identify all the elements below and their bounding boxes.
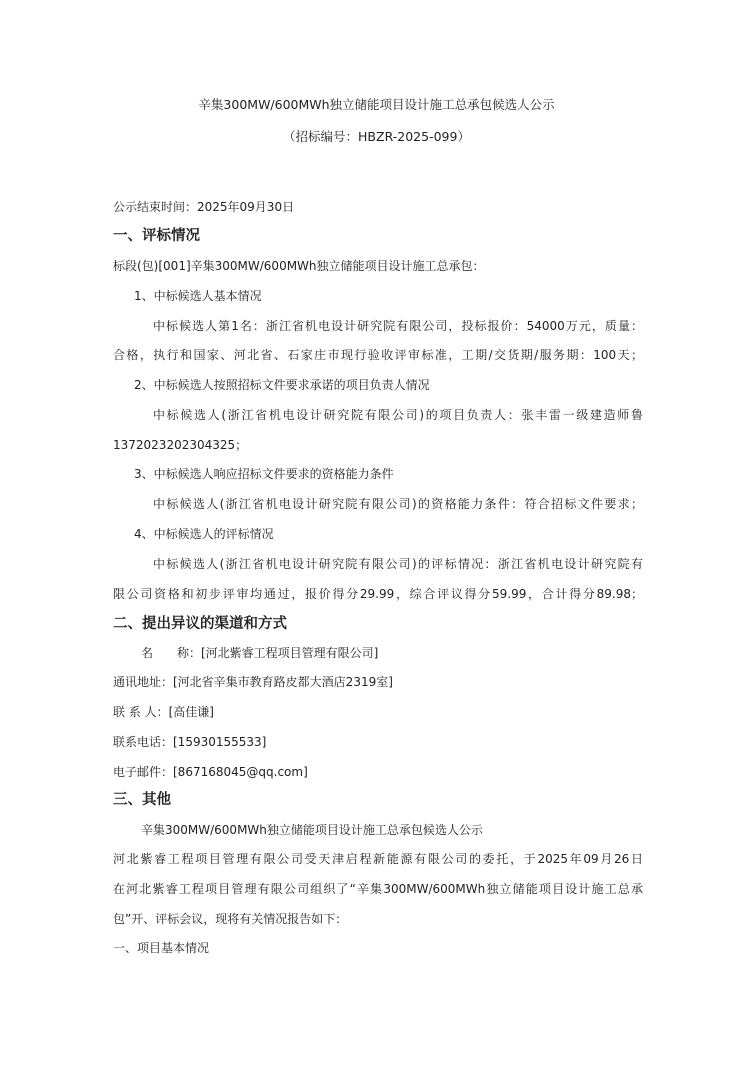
agency-name: 名 称：[河北紫睿工程项目管理有限公司]: [141, 646, 379, 660]
item2-title: 2、中标候选人按照招标文件要求承诺的项目负责人情况: [134, 378, 430, 392]
contact-email: 电子邮件：[867168045@qq.com]: [113, 765, 308, 779]
item4-title: 4、中标候选人的评标情况: [134, 527, 274, 541]
item2-paragraph-line2: 1372023202304325；: [113, 438, 248, 452]
item1-paragraph-line2: 合格，执行和国家、河北省、石家庄市现行验收评审标准，工期/交货期/服务期：100天；: [113, 348, 643, 362]
other-paragraph-line1: 河北紫睿工程项目管理有限公司受天津启程新能源有限公司的委托，于2025年09月26日: [113, 852, 643, 866]
document-title: 辛集300MW/600MWh独立储能项目设计施工总承包候选人公示: [198, 97, 555, 112]
item4-paragraph-line1: 中标候选人(浙江省机电设计研究院有限公司)的评标情况：浙江省机电设计研究院有: [153, 557, 643, 571]
other-paragraph-line3: 包”开、评标会议，现将有关情况报告如下：: [113, 912, 348, 926]
item1-paragraph-line1: 中标候选人第1名：浙江省机电设计研究院有限公司，投标报价：54000万元，质量：: [153, 319, 643, 333]
item3-title: 3、中标候选人响应招标文件要求的资格能力条件: [134, 467, 394, 481]
contact-phone: 联系电话：[15930155533]: [113, 735, 267, 749]
lot-title: 标段(包)[001]辛集300MW/600MWh独立储能项目设计施工总承包：: [113, 259, 485, 273]
other-paragraph-title: 辛集300MW/600MWh独立储能项目设计施工总承包候选人公示: [141, 823, 483, 837]
other-paragraph-line2: 在河北紫睿工程项目管理有限公司组织了“辛集300MW/600MWh独立储能项目设计施工总承: [113, 882, 643, 896]
item2-paragraph-line1: 中标候选人(浙江省机电设计研究院有限公司)的项目负责人：张丰雷一级建造师鲁: [153, 408, 643, 422]
project-basic-info-heading: 一、项目基本情况: [113, 941, 210, 955]
item4-paragraph-line2: 限公司资格和初步评审均通过，报价得分29.99，综合评议得分59.99，合计得分89.98；: [113, 587, 643, 601]
agency-address: 通讯地址：[河北省辛集市教育路皮都大酒店2319室]: [113, 675, 393, 689]
tender-number: （招标编号：HBZR-2025-099）: [283, 129, 470, 144]
section-objection-heading: 二、提出异议的渠道和方式: [113, 616, 287, 632]
section-evaluation-heading: 一、评标情况: [113, 228, 200, 244]
item1-title: 1、中标候选人基本情况: [134, 289, 262, 303]
contact-person: 联 系 人：[高佳谦]: [113, 705, 214, 719]
item3-paragraph-line1: 中标候选人(浙江省机电设计研究院有限公司)的资格能力条件：符合招标文件要求；: [153, 497, 643, 511]
section-other-heading: 三、其他: [113, 792, 171, 808]
publicity-end-time: 公示结束时间：2025年09月30日: [113, 200, 295, 214]
